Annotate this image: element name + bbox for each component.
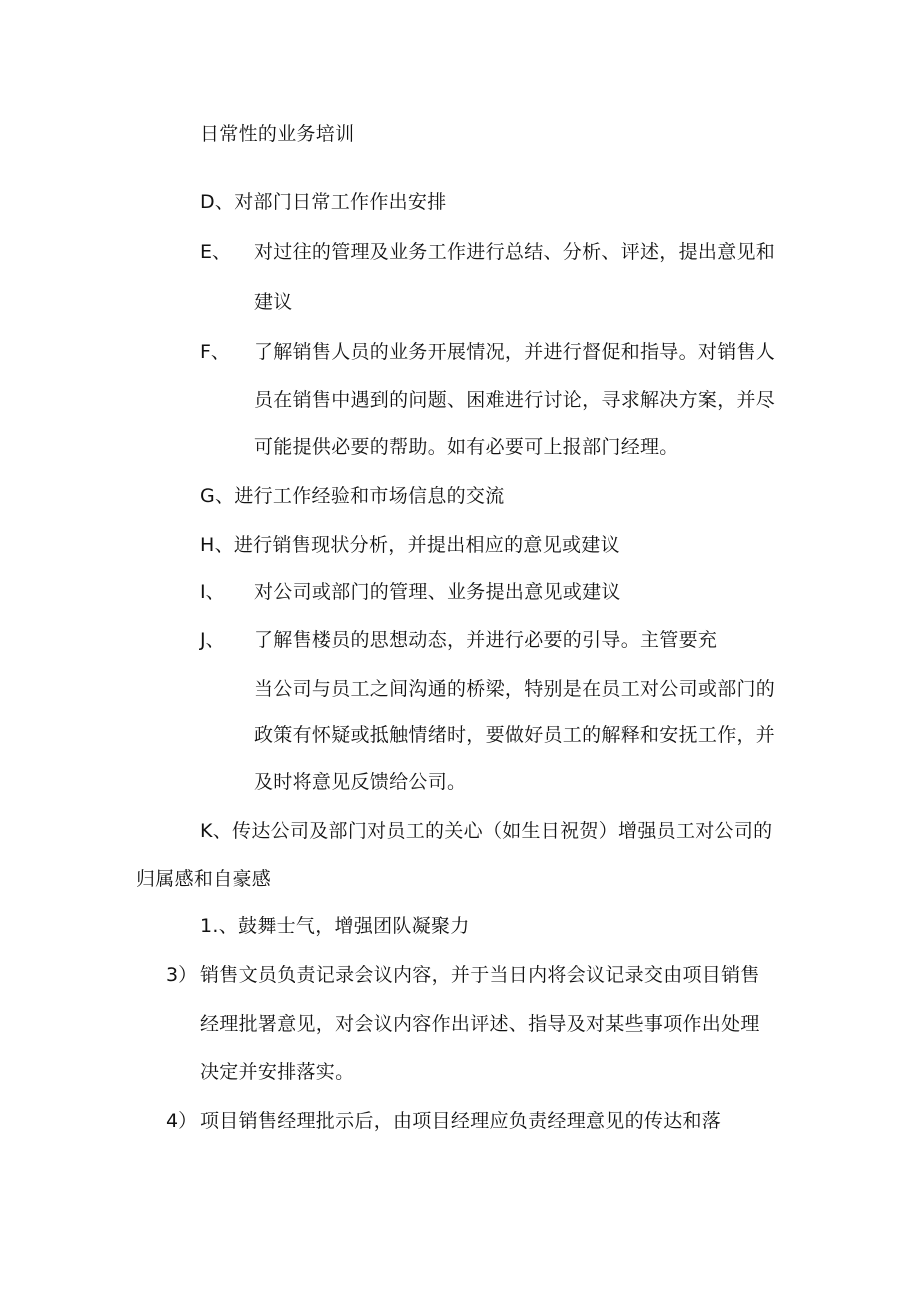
- numbered-item-3-cont2: 决定并安排落实。: [200, 1061, 355, 1083]
- list-item-f-cont1: 员在销售中遇到的问题、困难进行讨论，寻求解决方案，并尽: [254, 389, 776, 411]
- numbered-item-3: 销售文员负责记录会议内容，并于当日内将会议记录交由项目销售: [200, 964, 760, 986]
- list-item-k-cont: 归属感和自豪感: [136, 868, 272, 890]
- list-marker-e: E、: [200, 241, 232, 263]
- numbered-marker-3: 3）: [166, 964, 198, 986]
- list-marker-f: F、: [200, 341, 230, 363]
- list-item-d: D、对部门日常工作作出安排: [200, 191, 447, 213]
- list-marker-i: I、: [200, 581, 225, 603]
- numbered-item-3-cont1: 经理批署意见，对会议内容作出评述、指导及对某些事项作出处理: [200, 1013, 760, 1035]
- list-item-f-cont2: 可能提供必要的帮助。如有必要可上报部门经理。: [254, 436, 679, 458]
- sub-item-1: 1.、鼓舞士气，增强团队凝聚力: [200, 915, 470, 937]
- text-line: 日常性的业务培训: [200, 123, 355, 145]
- list-item-j: 了解售楼员的思想动态，并进行必要的引导。主管要充: [254, 629, 718, 651]
- numbered-item-4: 项目销售经理批示后，由项目经理应负责经理意见的传达和落: [200, 1110, 722, 1132]
- list-item-i: 对公司或部门的管理、业务提出意见或建议: [254, 581, 621, 603]
- list-item-e: 对过往的管理及业务工作进行总结、分析、评述，提出意见和: [254, 241, 776, 263]
- list-item-e-cont: 建议: [254, 291, 293, 313]
- list-marker-j: J、: [200, 629, 225, 651]
- numbered-marker-4: 4）: [166, 1110, 198, 1132]
- list-item-f: 了解销售人员的业务开展情况，并进行督促和指导。对销售人: [254, 341, 776, 363]
- list-item-h: H、进行销售现状分析，并提出相应的意见或建议: [200, 534, 620, 556]
- list-item-j-cont1: 当公司与员工之间沟通的桥梁，特别是在员工对公司或部门的: [254, 678, 776, 700]
- list-item-k: K、传达公司及部门对员工的关心（如生日祝贺）增强员工对公司的: [200, 820, 773, 842]
- list-item-j-cont2: 政策有怀疑或抵触情绪时，要做好员工的解释和安抚工作，并: [254, 724, 776, 746]
- list-item-j-cont3: 及时将意见反馈给公司。: [254, 771, 467, 793]
- list-item-g: G、进行工作经验和市场信息的交流: [200, 485, 505, 507]
